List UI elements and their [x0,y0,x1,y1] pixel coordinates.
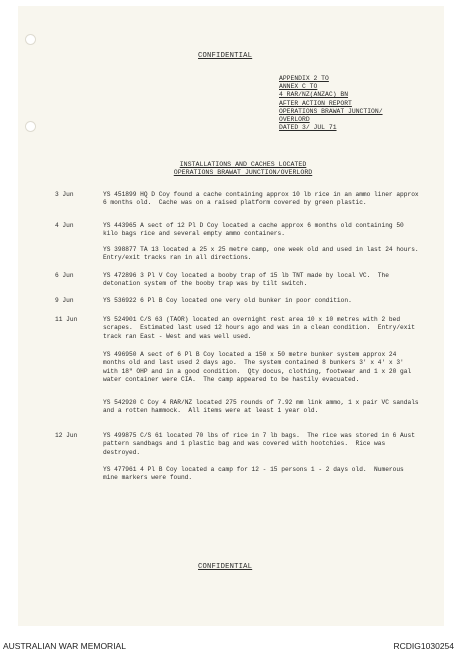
appendix-line: OPERATIONS BRAWAT JUNCTION/ [279,107,383,115]
document-heading [148,161,338,177]
entry-text: YS 398877 TA 13 located a 25 x 25 metre camp, one week old and used in last 24 hours. Entry/exit tracks ran in all directions. [103,246,427,262]
archive-footer [0,640,457,654]
entry-text: YS 542920 C Coy 4 RAR/NZ located 275 rounds of 7.92 mm link ammo, 1 x pair VC sandals and a rotten hammock. All items were at least 1 year old. [103,399,423,415]
log-entry [103,246,427,263]
entry-date: 12 Jun [55,432,78,439]
appendix-reference [279,75,383,132]
archive-id: RCDIG1030254 [393,641,454,651]
entry-text: YS 536922 6 Pl B Coy located one very old bunker in poor condition. [103,297,352,304]
entry-date: 6 Jun [55,272,74,279]
entry-text: YS 451899 HQ D Coy found a cache containing approx 10 lb rice in an ammo liner approx 6 months old. Cache was on a raised platform covered by green plastic. [103,191,423,207]
log-entry [55,191,423,208]
log-entry [55,272,419,289]
appendix-line: 4 RAR/NZ(ANZAC) BN [279,91,349,99]
punch-hole [25,34,36,45]
log-entry [103,466,419,483]
entry-text: YS 499875 C/S 61 located 70 lbs of rice in 7 lb bags. The rice was stored in 6 Aust pattern sandbags and 1 plastic bag and was covered with hootchies. Rice was destroyed. [103,432,419,456]
classification-bottom: CONFIDENTIAL [198,563,253,571]
entry-text: YS 477961 4 Pl B Coy located a camp for 12 - 15 persons 1 - 2 days old. Numerous mine markers were found. [103,466,408,482]
appendix-line: AFTER ACTION REPORT [279,99,352,107]
appendix-line: ANNEX C TO [279,83,318,91]
document-page [18,6,444,626]
heading-line: OPERATIONS BRAWAT JUNCTION/OVERLORD [173,169,313,176]
punch-hole [25,121,36,132]
entry-date: 4 Jun [55,222,74,229]
log-entry [103,399,423,416]
log-entry [55,222,419,239]
log-entry [55,316,419,341]
entry-date: 3 Jun [55,191,74,198]
appendix-line: DATED 3/ JUL 71 [279,124,337,132]
classification-top: CONFIDENTIAL [198,52,253,60]
heading-line: INSTALLATIONS AND CACHES LOCATED [179,161,307,168]
entry-text: YS 472896 3 Pl V Coy located a booby trap of 15 lb TNT made by local VC. The detonation system of the booby trap was by tilt switch. [103,272,393,288]
entry-date: 11 Jun [55,316,78,323]
entry-text: YS 443965 A sect of 12 Pl D Coy located a cache approx 6 months old containing 50 kilo bags rice and several empty ammo containers. [103,222,408,238]
entry-text: YS 496950 A sect of 6 Pl B Coy located a 150 x 50 metre bunker system approx 24 months old and last used 2 days ago. The system contained 8 bunkers 3' x 4' x 3' with 18" OHP and in a good condition. Qty docus, clothing, footwear and 1 x 20 gal water container were CIA. The camp appeared to be hastily evacuated. [103,351,415,383]
appendix-line: APPENDIX 2 TO [279,75,329,82]
appendix-line: OVERLORD [279,116,310,124]
log-entry [103,351,419,384]
log-entry [55,297,419,305]
archive-name: AUSTRALIAN WAR MEMORIAL [3,641,126,651]
entry-text: YS 524901 C/S 63 (TAOR) located an overnight rest area 10 x 10 metres with 2 bed scrapes. Estimated last used 12 hours ago and was in a clean condition. Entry/exit track ran East - West and was well used. [103,316,419,340]
entry-date: 9 Jun [55,297,74,304]
log-entry [55,432,419,457]
